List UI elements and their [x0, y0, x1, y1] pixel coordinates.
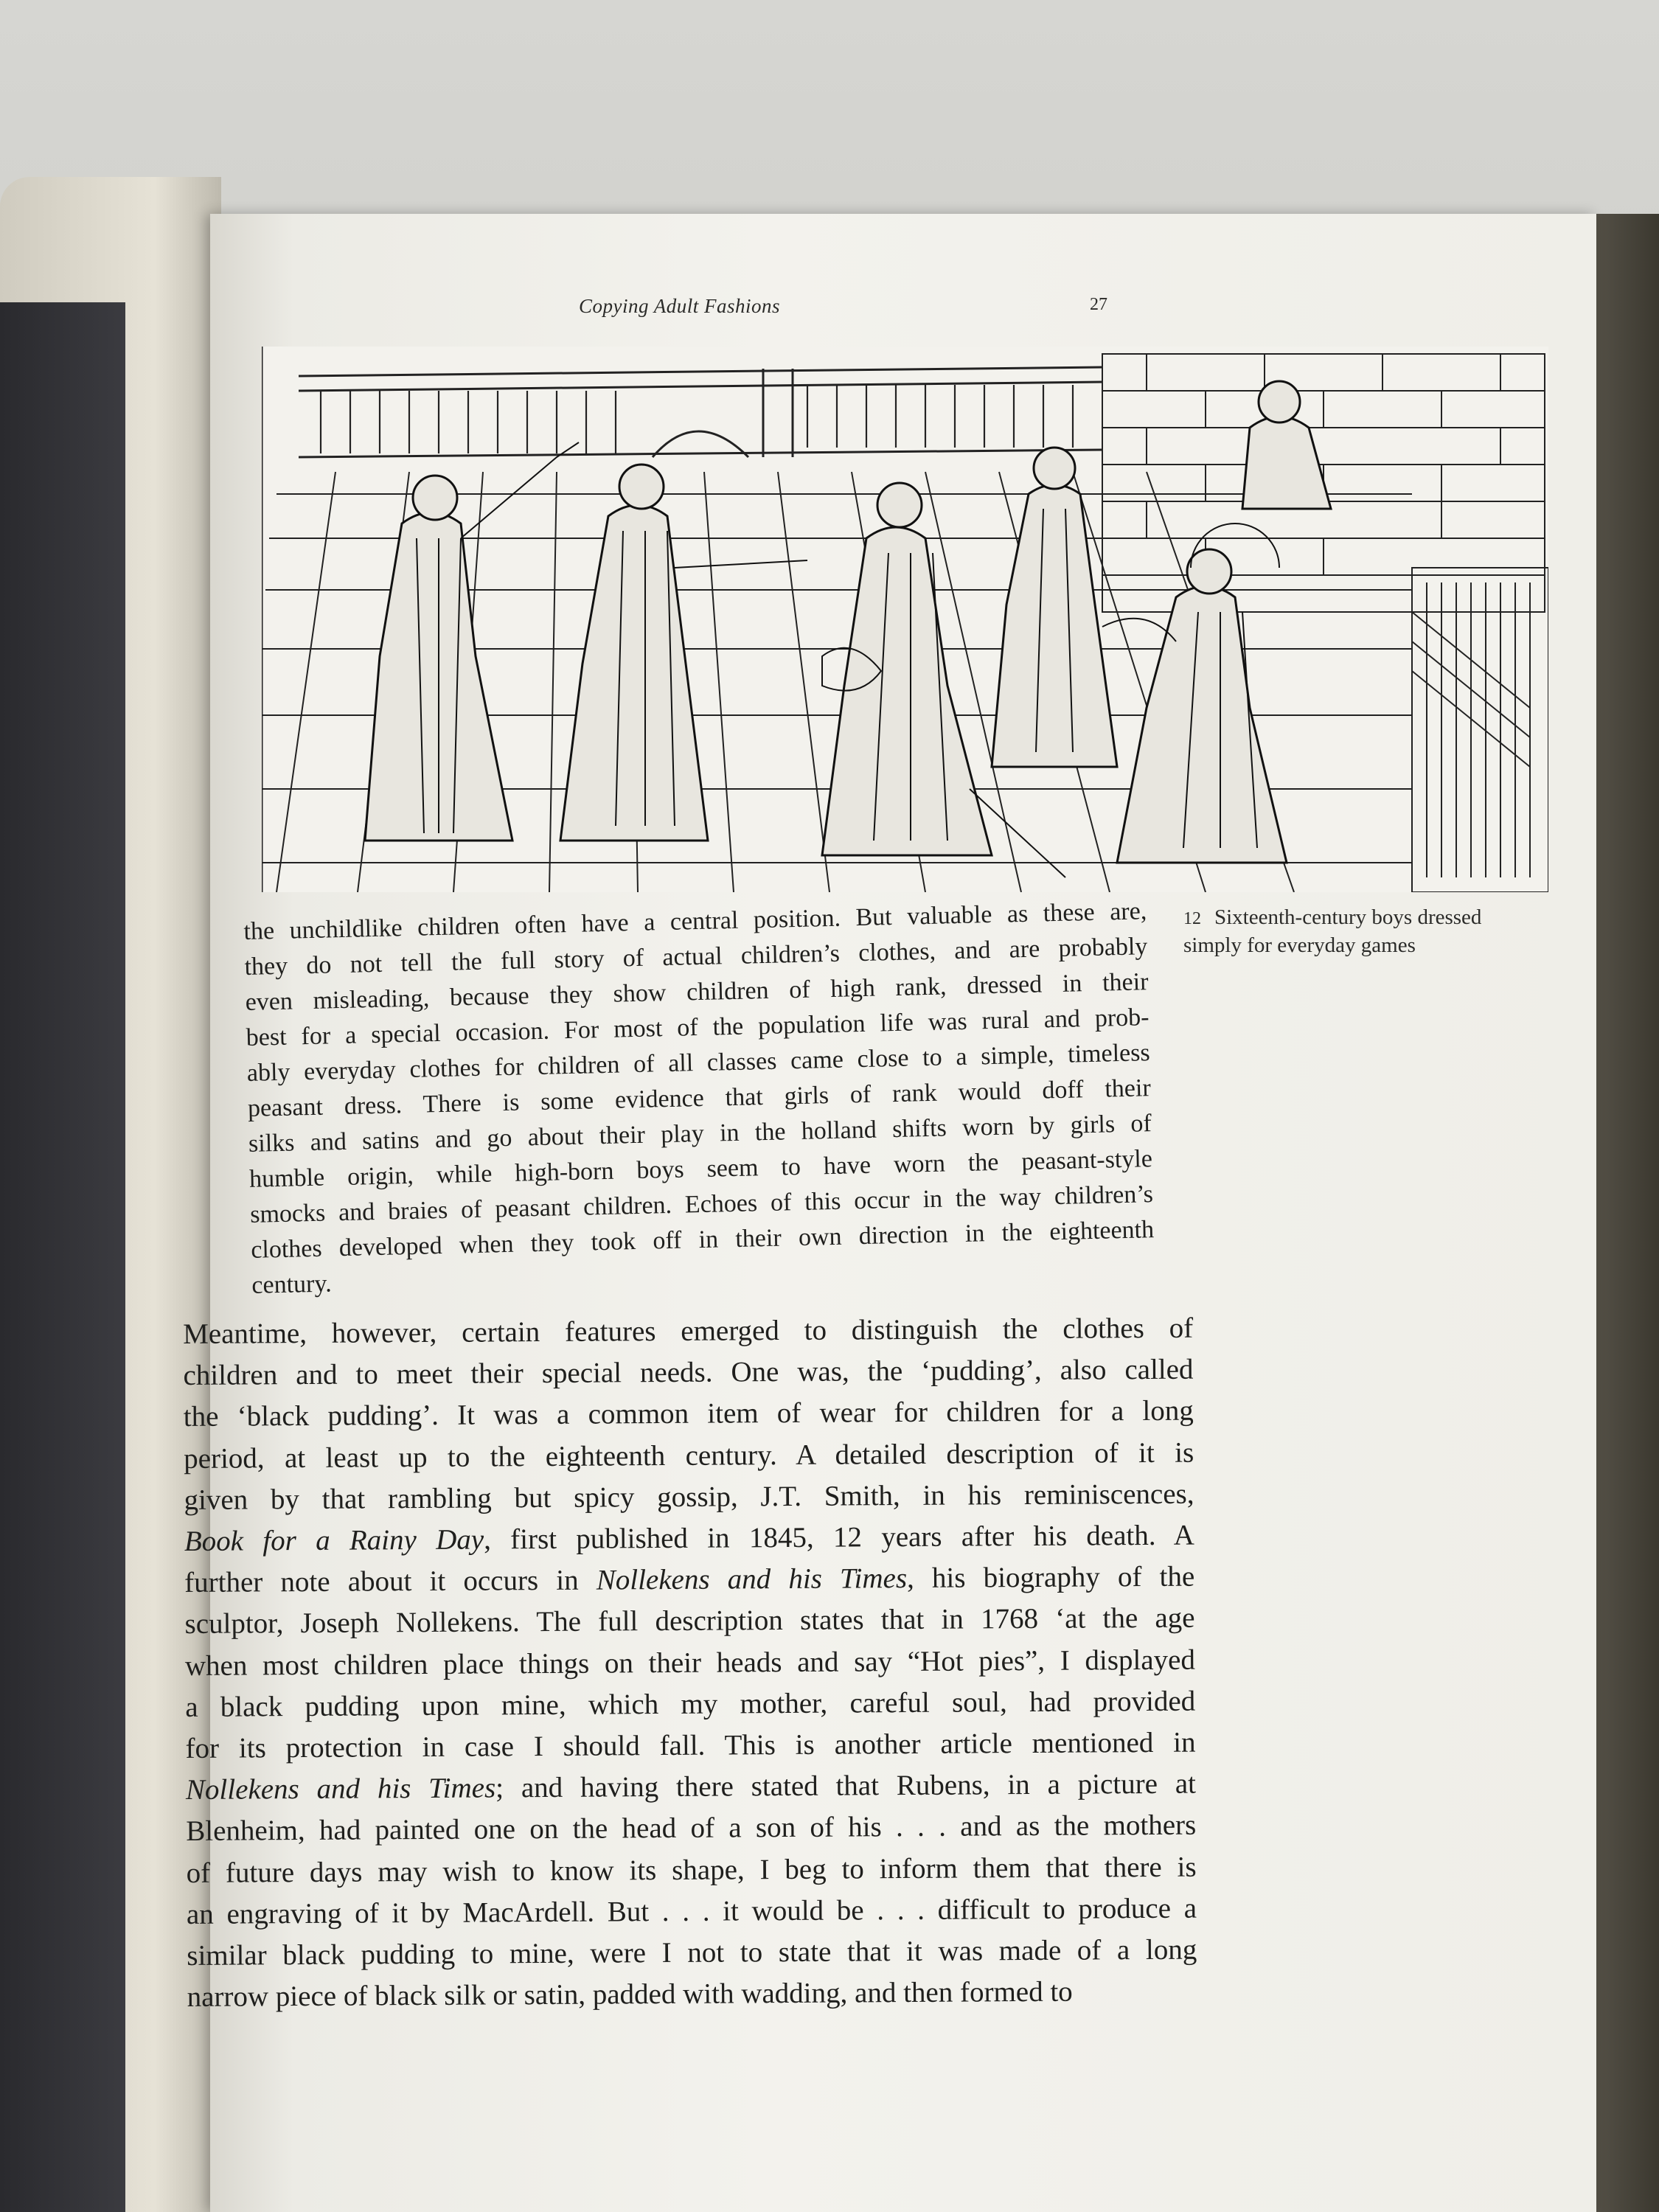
text-line: [186, 1764, 1196, 1812]
figure-number: 12: [1183, 909, 1201, 928]
book-title: Nollekens and his Times: [596, 1562, 908, 1596]
text-run: , his biography of the: [906, 1560, 1195, 1595]
text-run: ; and having there stated that Rubens, in a picture at: [495, 1767, 1197, 1804]
paragraph-1: [243, 894, 1155, 1304]
text-line: narrow piece of black silk or satin, padded with wadding, and then formed to: [187, 1975, 1073, 2014]
paragraph-2: [183, 1308, 1197, 2019]
facing-page-photo: [0, 302, 125, 2212]
figure-caption: [1183, 904, 1508, 959]
text-line: silks and satins and go about their play in the holland shifts worn by girls of: [248, 1110, 1152, 1158]
text-line: Blenheim, had painted one on the head of a son of his . . . and as the mothers: [186, 1809, 1197, 1848]
running-head: [0, 295, 1659, 324]
text-line: best for a special occasion. For most of the population life was rural and prob-: [246, 1004, 1150, 1051]
text-line: century.: [251, 1270, 333, 1299]
book-title: Nollekens and his Times: [185, 1772, 496, 1806]
text-line: for its protection in case I should fall. This is another article mentioned in: [185, 1726, 1196, 1765]
text-line: Meantime, however, certain features emerged to distinguish the clothes of: [183, 1312, 1194, 1350]
text-line: ably everyday clothes for children of all classes came close to a simple, timeless: [246, 1039, 1150, 1087]
text-line: the ‘black pudding’. It was a common item of wear for children for a long: [183, 1395, 1194, 1433]
figure-caption-text: Sixteenth-century boys dressed simply for everyday games: [1183, 905, 1482, 957]
text-line: peasant dress. There is some evidence that girls of rank would doff their: [247, 1074, 1152, 1122]
text-line: similar black pudding to mine, were I not to state that it was made of a long: [187, 1933, 1197, 1972]
text-line: they do not tell the full story of actual children’s clothes, and are probably: [244, 933, 1148, 981]
text-run: , first published in 1845, 12 years after his death. A: [484, 1519, 1195, 1556]
text-line: the unchildlike children often have a central position. But valuable as these are,: [243, 897, 1147, 945]
book-title: Book for a Rainy Day: [184, 1523, 484, 1558]
text-line: period, at least up to the eighteenth century. A detailed description of it is: [184, 1436, 1194, 1475]
text-line: humble origin, while high-born boys seem to have worn the peasant-style: [248, 1145, 1153, 1193]
text-line: given by that rambling but spicy gossip, J.T. Smith, in his reminiscences,: [184, 1478, 1194, 1516]
running-head-title: Copying Adult Fashions: [579, 295, 781, 317]
text-line: when most children place things on their heads and say “Hot pies”, I displayed: [184, 1644, 1196, 1682]
text-line: [184, 1557, 1194, 1604]
text-line: a black pudding upon mine, which my mother, careful soul, had provided: [185, 1685, 1196, 1723]
text-line: [184, 1515, 1194, 1563]
text-line: even misleading, because they show children of high rank, dressed in their: [245, 968, 1149, 1016]
text-line: sculptor, Joseph Nollekens. The full description states that in 1768 ‘at the age: [184, 1602, 1195, 1641]
text-line: of future days may wish to know its shape, I beg to inform them that there is: [186, 1851, 1197, 1889]
text-run: further note about it occurs in: [184, 1564, 597, 1599]
page-number: 27: [1090, 295, 1107, 314]
text-line: smocks and braies of peasant children. Echoes of this occur in the way children’s: [249, 1180, 1154, 1228]
text-line: children and to meet their special needs. One was, the ‘pudding’, also called: [183, 1353, 1194, 1392]
text-line: an engraving of it by MacArdell. But . . . it would be . . . difficult to produce a: [186, 1892, 1197, 1930]
woodcut-illustration: [262, 347, 1548, 892]
text-line: clothes developed when they took off in their own direction in the eighteenth: [250, 1216, 1155, 1264]
